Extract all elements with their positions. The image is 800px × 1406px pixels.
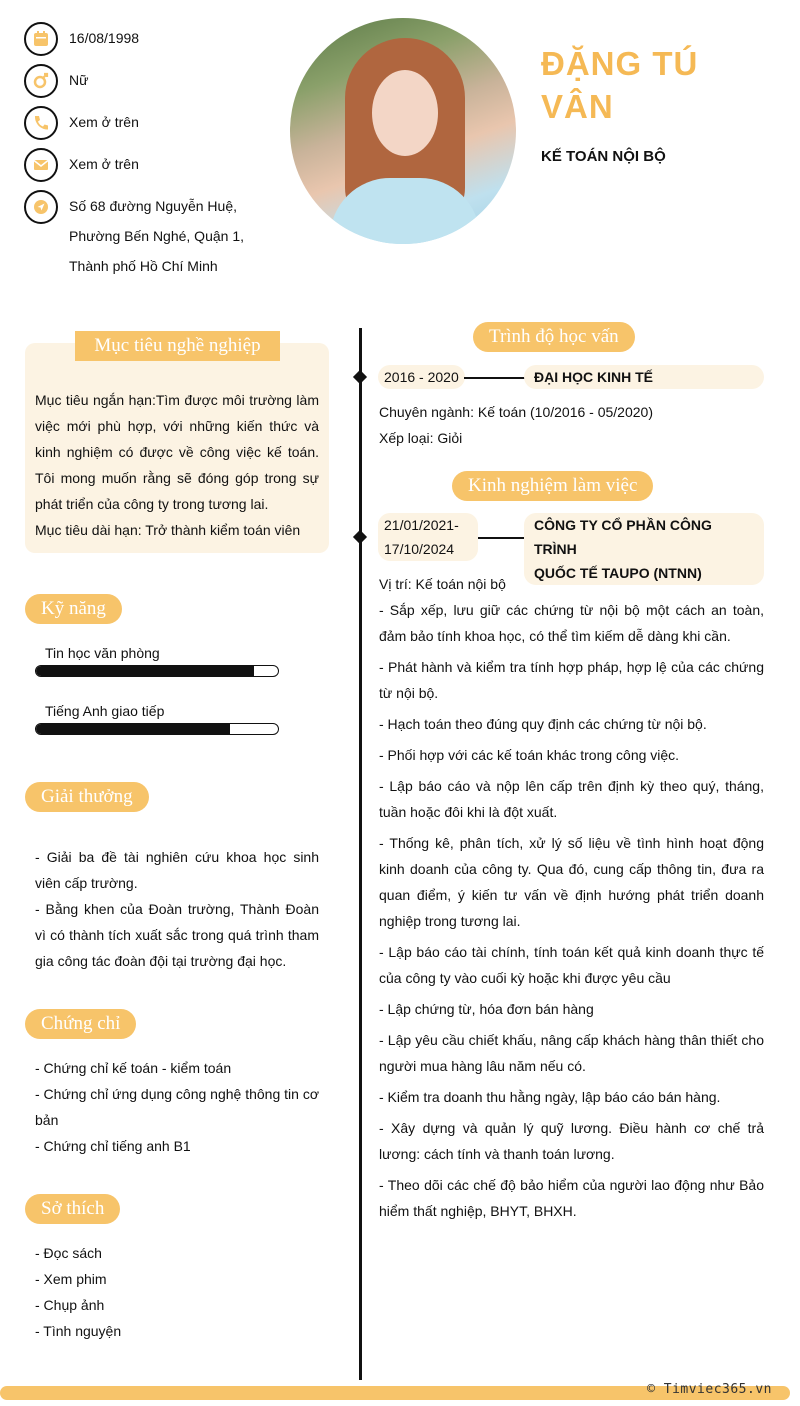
timeline-dot (353, 530, 367, 544)
hobby-item: - Chụp ảnh (35, 1297, 105, 1313)
education-period: 2016 - 2020 (378, 365, 465, 389)
experience-period (378, 513, 478, 561)
skill-bar (35, 665, 279, 677)
experience-position: Vị trí: Kế toán nội bộ (379, 576, 506, 592)
skill-bar-fill (36, 666, 254, 676)
address-text: Số 68 đường Nguyễn Huệ, Phường Bến Nghé, Quận 1, Thành phố Hồ Chí Minh (69, 198, 244, 274)
birthday-text: 16/08/1998 (69, 30, 140, 46)
duty-item: - Lập chứng từ, hóa đơn bán hàng (379, 1001, 594, 1017)
objective-heading: Mục tiêu nghề nghiệp (75, 331, 280, 361)
contact-address (24, 190, 294, 281)
education-grade: Xếp loại: Giỏi (379, 430, 463, 446)
phone-text: Xem ở trên (69, 114, 139, 130)
timeline-connector (464, 377, 526, 379)
watermark: © Timviec365.vn (647, 1382, 772, 1397)
experience-period-end: 17/10/2024 (384, 541, 455, 557)
timeline-line (359, 328, 362, 1380)
job-title: KẾ TOÁN NỘI BỘ (541, 148, 666, 165)
skills-heading: Kỹ năng (25, 594, 122, 624)
hobby-item: - Xem phim (35, 1271, 107, 1287)
email-text: Xem ở trên (69, 156, 139, 172)
certificate-item: - Chứng chỉ tiếng anh B1 (35, 1138, 191, 1154)
skill-bar-fill (36, 724, 230, 734)
duty-item: - Hạch toán theo đúng quy định các chứng từ nội bộ. (379, 716, 707, 732)
contact-email (24, 148, 294, 182)
location-icon (24, 190, 58, 224)
gender-icon (24, 64, 58, 98)
objective-long-term: Mục tiêu dài hạn: Trở thành kiểm toán viên (35, 522, 301, 538)
certificates-heading: Chứng chỉ (25, 1009, 136, 1039)
skill-name: Tin học văn phòng (45, 645, 160, 661)
certificate-item: - Chứng chỉ kế toán - kiểm toán (35, 1060, 232, 1076)
hobbies-list (35, 1240, 315, 1344)
phone-icon (24, 106, 58, 140)
mail-icon (24, 148, 58, 182)
hobby-item: - Đọc sách (35, 1245, 102, 1261)
hobbies-heading: Sở thích (25, 1194, 120, 1224)
duty-item: - Theo dõi các chế độ bảo hiểm của người lao động như Bảo hiểm thất nghiệp, BHYT, BHXH. (379, 1177, 764, 1219)
candidate-name: ĐẶNG TÚ VÂN (541, 45, 699, 125)
awards-list (35, 844, 319, 974)
contact-info (24, 22, 294, 289)
duty-item: - Lập báo cáo và nộp lên cấp trên định kỳ theo quý, tháng, tuần hoặc đôi khi là đột xuất. (379, 778, 764, 820)
timeline-connector (478, 537, 526, 539)
timeline-dot (353, 370, 367, 384)
profile-photo (290, 18, 516, 244)
duty-item: - Phối hợp với các kế toán khác trong công việc. (379, 747, 680, 763)
company-name-line1: CÔNG TY CỔ PHẦN CÔNG TRÌNH (534, 517, 712, 557)
education-major: Chuyên ngành: Kế toán (10/2016 - 05/2020) (379, 404, 653, 420)
duty-item: - Xây dựng và quản lý quỹ lương. Điều hành cơ chế trả lương: cách tính và thanh toán lương. (379, 1120, 764, 1162)
duty-item: - Lập báo cáo tài chính, tính toán kết quả kinh doanh thực tế của công ty vào cuối kỳ hoặc khi được yêu cầu (379, 944, 764, 986)
certificates-list (35, 1055, 325, 1159)
skill-bar (35, 723, 279, 735)
experience-duties (379, 571, 764, 1229)
award-item: - Giải ba đề tài nghiên cứu khoa học sinh viên cấp trường. (35, 849, 319, 891)
duty-item: - Phát hành và kiểm tra tính hợp pháp, hợp lệ của các chứng từ nội bộ. (379, 659, 764, 701)
awards-heading: Giải thưởng (25, 782, 149, 812)
education-details (379, 399, 764, 451)
objective-short-term: Mục tiêu ngắn hạn:Tìm được môi trường làm việc mới phù hợp, với những kiến thức và kinh nghiệm có được về công việc kế toán. Tôi mong muốn rằng sẽ đóng góp trong sự phát triển của công ty trong tương lai. (35, 392, 319, 512)
company-name-line2: QUỐC TẾ TAUPO (NTNN) (534, 565, 702, 581)
education-school: ĐẠI HỌC KINH TẾ (524, 365, 764, 389)
duty-item: - Sắp xếp, lưu giữ các chứng từ nội bộ một cách an toàn, đảm bảo tính khoa học, có thể tìm kiếm dễ dàng khi cần. (379, 602, 764, 644)
award-item: - Bằng khen của Đoàn trường, Thành Đoàn vì có thành tích xuất sắc trong quá trình tham gia công tác đoàn đội tại trường đại học. (35, 901, 319, 969)
duty-item: - Thống kê, phân tích, xử lý số liệu về tình hình hoạt động kinh doanh của công ty. Qua đó, cung cấp thông tin, đưa ra quan điểm, ý kiến tư vấn về định hướng phát triển doanh nghiệp trong tương lai. (379, 835, 764, 929)
certificate-item: - Chứng chỉ ứng dụng công nghệ thông tin cơ bản (35, 1086, 319, 1128)
contact-gender (24, 64, 294, 98)
duty-item: - Lập yêu cầu chiết khấu, nâng cấp khách hàng thân thiết cho người mua hàng lâu năm nếu có. (379, 1032, 764, 1074)
experience-period-start: 21/01/2021- (384, 517, 459, 533)
experience-heading: Kinh nghiệm làm việc (452, 471, 653, 501)
contact-birthday (24, 22, 294, 56)
education-heading: Trình độ học vấn (473, 322, 635, 352)
gender-text: Nữ (69, 72, 89, 88)
duty-item: - Kiểm tra doanh thu hằng ngày, lập báo cáo bán hàng. (379, 1089, 721, 1105)
contact-phone (24, 106, 294, 140)
skill-name: Tiếng Anh giao tiếp (45, 703, 165, 719)
calendar-icon (24, 22, 58, 56)
hobby-item: - Tình nguyện (35, 1323, 122, 1339)
